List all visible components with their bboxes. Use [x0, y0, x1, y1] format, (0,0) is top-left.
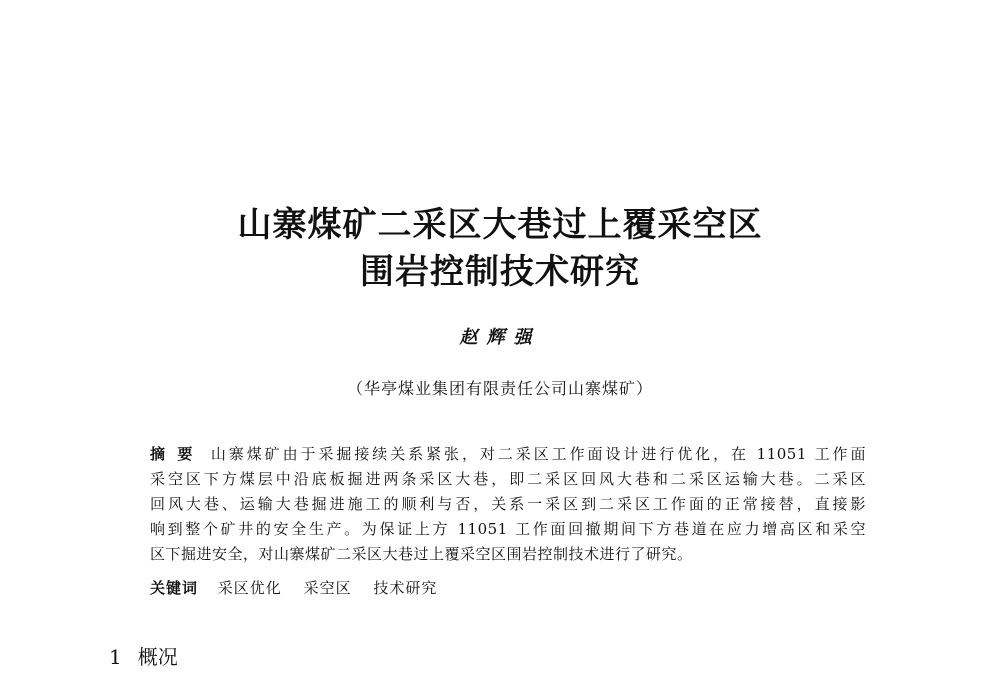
author-name: 赵辉强 — [459, 327, 541, 348]
abstract-label: 摘要 — [150, 445, 205, 463]
abstract-line: 区下掘进安全，对山寨煤矿二采区大巷过上覆采空区围岩控制技术进行了研究。 — [150, 545, 693, 563]
section-title: 概况 — [137, 645, 178, 669]
paper-title-line-2: 围岩控制技术研究 — [360, 252, 640, 292]
abstract — [150, 442, 866, 567]
abstract-line: 回风大巷、运输大巷掘进施工的顺利与否，关系一采区到二采区工作面的正常接替，直接影 — [150, 495, 866, 513]
keywords — [150, 576, 453, 600]
abstract-line: 响到整个矿井的安全生产。为保证上方 11051 工作面回撤期间下方巷道在应力增高区和采空 — [150, 520, 866, 538]
abstract-line — [150, 442, 866, 467]
keywords-label: 关键词 — [150, 579, 199, 597]
section-number: 1 — [109, 645, 122, 669]
keyword-item: 技术研究 — [373, 579, 438, 597]
section-heading — [109, 644, 178, 670]
keyword-item: 采空区 — [303, 579, 352, 597]
keyword-item: 采区优化 — [217, 579, 282, 597]
abstract-line: 采空区下方煤层中沿底板掘进两条采区大巷，即二采区回风大巷和二采区运输大巷。二采区 — [150, 470, 866, 488]
abstract-text: 山寨煤矿由于采掘接续关系紧张，对二采区工作面设计进行优化，在 11051 工作面 — [210, 445, 866, 463]
paper-title-line-1: 山寨煤矿二采区大巷过上覆采空区 — [237, 205, 763, 245]
author-affiliation: （华亭煤业集团有限责任公司山寨煤矿） — [346, 379, 653, 398]
